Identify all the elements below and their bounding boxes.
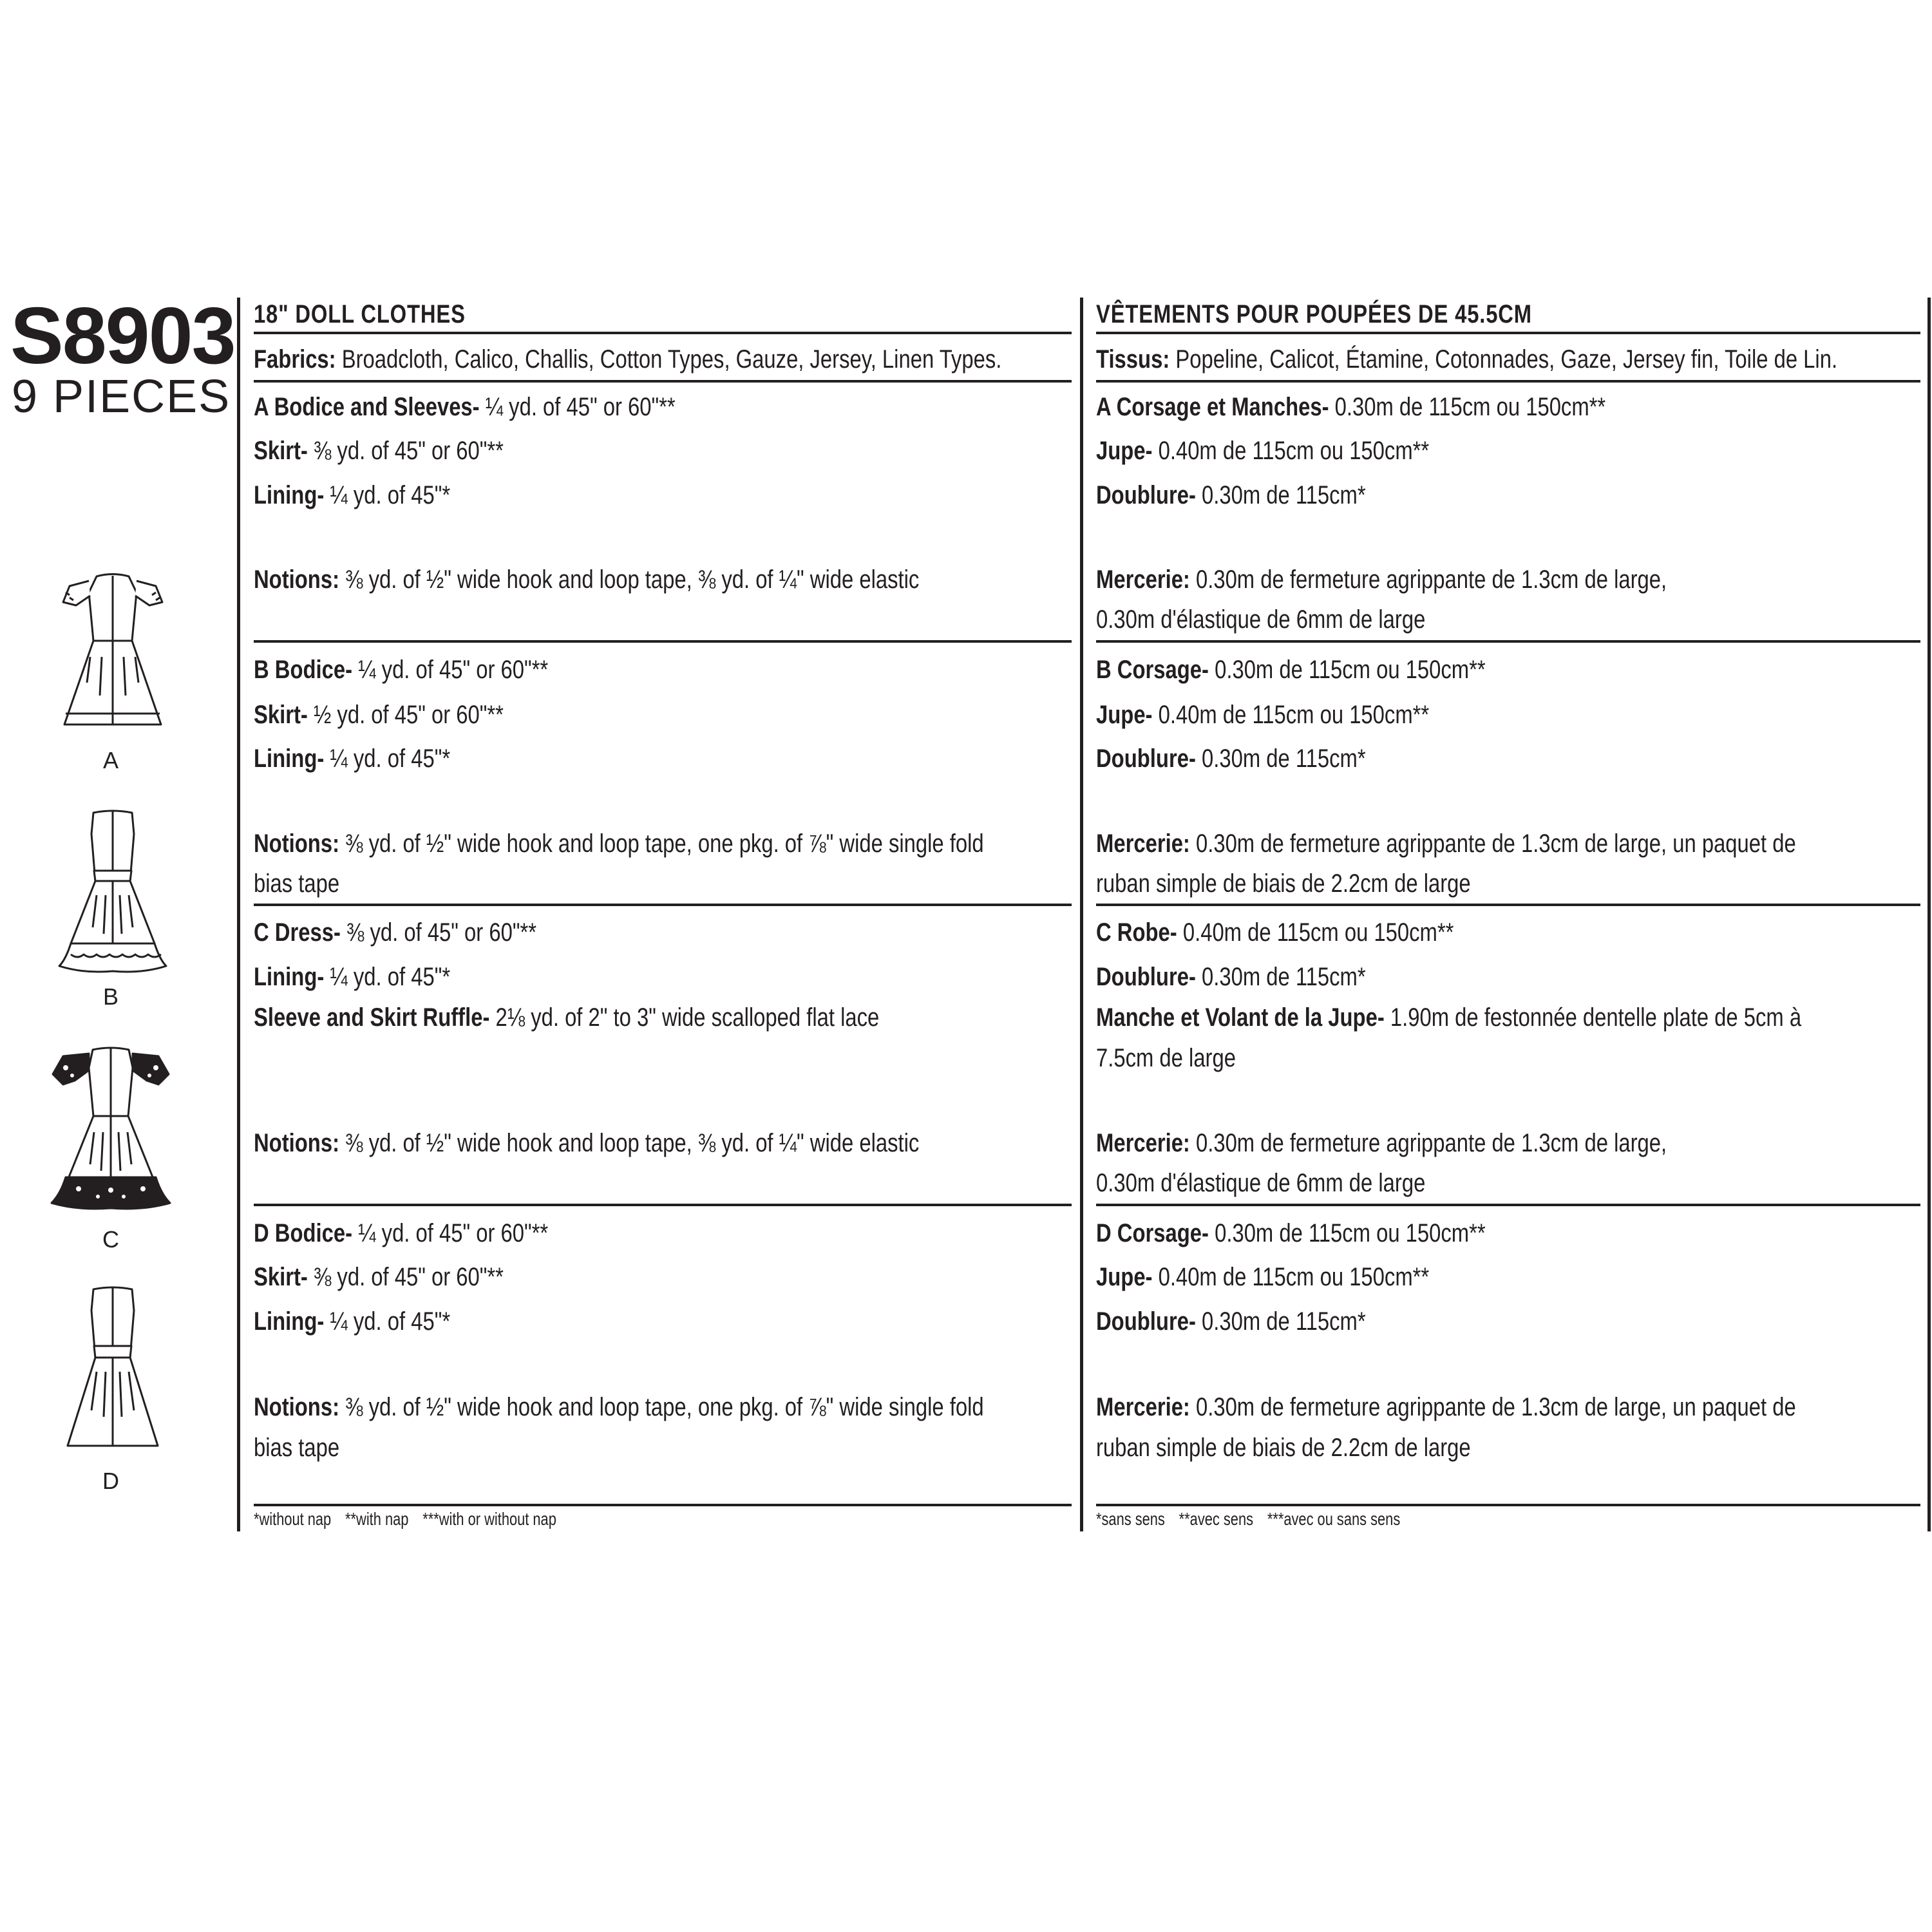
en-fabrics <box>254 346 1001 372</box>
fr-a-bodice-label: A Corsage et Manches- <box>1096 393 1329 421</box>
fr-d-skirt-value: 0.40m de 115cm ou 150cm** <box>1152 1263 1430 1291</box>
en-b-bodice-label: B Bodice- <box>254 656 353 684</box>
fr-c-ruffle-label: Manche et Volant de la Jupe- <box>1096 1003 1385 1032</box>
view-d-label: D <box>102 1468 119 1494</box>
en-footnote-3: ***with or without nap <box>422 1509 556 1529</box>
fr-b-notions-cont: ruban simple de biais de 2.2cm de large <box>1096 869 1471 898</box>
en-b-notions-cont: bias tape <box>254 869 340 898</box>
fr-b-lining <box>1096 746 1366 772</box>
pattern-number: S8903 <box>10 292 235 381</box>
en-footnote-2: **with nap <box>345 1509 409 1529</box>
fr-b-notions-value: 0.30m de fermeture agrippante de 1.3cm de large, un paquet de <box>1189 829 1796 858</box>
fr-footnotes <box>1096 1510 1414 1528</box>
fr-c-ruffle <box>1096 1005 1801 1030</box>
fr-d-skirt <box>1096 1264 1429 1290</box>
view-b-illustration <box>52 805 174 979</box>
fr-fabrics-value: Popeline, Calicot, Étamine, Cotonnades, Gaze, Jersey fin, Toile de Lin. <box>1170 345 1838 374</box>
fr-title: VÊTEMENTS POUR POUPÉES DE 45.5CM <box>1096 300 1532 328</box>
fr-c-notions-value: 0.30m de fermeture agrippante de 1.3cm de large, <box>1189 1129 1667 1157</box>
right-vertical-rule <box>1927 298 1931 1531</box>
fr-a-notions-cont: 0.30m d'élastique de 6mm de large <box>1096 605 1426 634</box>
fr-b-notions <box>1096 831 1796 857</box>
en-d-lining-value: ¼ yd. of 45"* <box>324 1307 451 1336</box>
en-c-notions-value: ⅜ yd. of ½" wide hook and loop tape, ⅜ yd. of ¼" wide elastic <box>339 1129 920 1157</box>
fr-a-skirt <box>1096 438 1429 464</box>
fr-c-notions <box>1096 1130 1667 1156</box>
en-c-lining-label: Lining- <box>254 963 325 991</box>
en-d-notions-value: ⅜ yd. of ½" wide hook and loop tape, one pkg. of ⅞" wide single fold <box>339 1393 984 1421</box>
fr-d-notions <box>1096 1394 1796 1420</box>
fr-a-skirt-value: 0.40m de 115cm ou 150cm** <box>1152 437 1430 465</box>
en-b-lining-value: ¼ yd. of 45"* <box>324 744 451 773</box>
fr-b-bodice <box>1096 657 1486 683</box>
fr-d-notions-cont: ruban simple de biais de 2.2cm de large <box>1096 1434 1471 1462</box>
fr-a-skirt-label: Jupe- <box>1096 437 1153 465</box>
fr-fabrics <box>1096 346 1837 372</box>
en-footnotes <box>254 1510 571 1528</box>
en-b-bodice-value: ¼ yd. of 45" or 60"** <box>352 656 549 684</box>
en-d-skirt <box>254 1264 504 1290</box>
en-a-lining-label: Lining- <box>254 481 325 509</box>
fr-d-notions-value: 0.30m de fermeture agrippante de 1.3cm de large, un paquet de <box>1189 1393 1796 1421</box>
en-d-skirt-value: ⅜ yd. of 45" or 60"** <box>307 1263 504 1291</box>
view-b-label: B <box>102 983 118 1010</box>
fr-title-rule <box>1096 332 1920 334</box>
fr-view-b-rule <box>1096 904 1920 906</box>
en-d-bodice <box>254 1220 548 1246</box>
en-footnote-1: *without nap <box>254 1509 332 1529</box>
en-b-lining <box>254 746 450 772</box>
fr-view-d-rule <box>1096 1504 1920 1506</box>
en-c-dress-label: C Dress- <box>254 918 341 947</box>
fr-a-bodice <box>1096 394 1605 420</box>
fr-d-lining <box>1096 1309 1366 1334</box>
fr-b-bodice-label: B Corsage- <box>1096 656 1209 684</box>
en-fabrics-rule <box>254 380 1072 383</box>
en-d-lining <box>254 1309 450 1334</box>
middle-vertical-rule <box>1080 298 1083 1531</box>
en-fabrics-value: Broadcloth, Calico, Challis, Cotton Types, Gauze, Jersey, Linen Types. <box>336 345 1002 374</box>
en-b-notions-label: Notions: <box>254 829 339 858</box>
fr-b-lining-label: Doublure- <box>1096 744 1196 773</box>
fr-d-bodice-label: D Corsage- <box>1096 1219 1209 1247</box>
fr-c-dress <box>1096 920 1454 945</box>
fr-c-dress-label: C Robe- <box>1096 918 1177 947</box>
fr-fabrics-label: Tissus: <box>1096 345 1170 374</box>
fr-b-lining-value: 0.30m de 115cm* <box>1195 744 1366 773</box>
fr-d-notions-label: Mercerie: <box>1096 1393 1190 1421</box>
en-c-lining <box>254 964 450 990</box>
en-d-lining-label: Lining- <box>254 1307 325 1336</box>
fr-a-lining-label: Doublure- <box>1096 481 1196 509</box>
fr-b-bodice-value: 0.30m de 115cm ou 150cm** <box>1208 656 1486 684</box>
en-b-bodice <box>254 657 548 683</box>
view-c-label: C <box>102 1226 119 1253</box>
fr-a-lining-value: 0.30m de 115cm* <box>1195 481 1366 509</box>
en-c-ruffle-label: Sleeve and Skirt Ruffle- <box>254 1003 490 1032</box>
dress-d-back-icon <box>52 1282 174 1455</box>
fr-a-notions-value: 0.30m de fermeture agrippante de 1.3cm de large, <box>1189 565 1667 594</box>
fr-d-lining-label: Doublure- <box>1096 1307 1196 1336</box>
en-view-d-rule <box>254 1504 1072 1506</box>
fr-fabrics-rule <box>1096 380 1920 383</box>
en-d-notions-label: Notions: <box>254 1393 339 1421</box>
fr-d-bodice-value: 0.30m de 115cm ou 150cm** <box>1208 1219 1486 1247</box>
en-b-skirt <box>254 702 504 728</box>
fr-view-a-rule <box>1096 640 1920 643</box>
en-a-bodice-value: ¼ yd. of 45" or 60"** <box>479 393 676 421</box>
en-d-notions <box>254 1394 984 1420</box>
en-title: 18" DOLL CLOTHES <box>254 300 466 328</box>
fr-c-lining-label: Doublure- <box>1096 963 1196 991</box>
fr-c-lining-value: 0.30m de 115cm* <box>1195 963 1366 991</box>
fr-c-notions-label: Mercerie: <box>1096 1129 1190 1157</box>
fr-a-notions <box>1096 567 1667 592</box>
en-c-lining-value: ¼ yd. of 45"* <box>324 963 451 991</box>
en-a-lining-value: ¼ yd. of 45"* <box>324 481 451 509</box>
fr-c-dress-value: 0.40m de 115cm ou 150cm** <box>1177 918 1454 947</box>
view-a-illustration <box>52 567 174 741</box>
en-b-skirt-label: Skirt- <box>254 701 308 729</box>
en-a-notions <box>254 567 919 592</box>
fr-c-notions-cont: 0.30m d'élastique de 6mm de large <box>1096 1169 1426 1197</box>
en-d-notions-cont: bias tape <box>254 1434 340 1462</box>
dress-c-back-icon <box>46 1042 175 1216</box>
fr-d-lining-value: 0.30m de 115cm* <box>1195 1307 1366 1336</box>
en-view-b-rule <box>254 904 1072 906</box>
fr-c-lining <box>1096 964 1366 990</box>
en-a-bodice <box>254 394 676 420</box>
fr-a-notions-label: Mercerie: <box>1096 565 1190 594</box>
fr-c-ruffle-cont: 7.5cm de large <box>1096 1044 1236 1072</box>
en-c-notions-label: Notions: <box>254 1129 339 1157</box>
en-view-c-rule <box>254 1204 1072 1206</box>
fr-d-skirt-label: Jupe- <box>1096 1263 1153 1291</box>
fr-b-skirt-value: 0.40m de 115cm ou 150cm** <box>1152 701 1430 729</box>
en-c-ruffle <box>254 1005 879 1030</box>
en-b-notions <box>254 831 984 857</box>
fr-b-notions-label: Mercerie: <box>1096 829 1190 858</box>
en-a-notions-value: ⅜ yd. of ½" wide hook and loop tape, ⅜ yd. of ¼" wide elastic <box>339 565 920 594</box>
fr-footnote-3: ***avec ou sans sens <box>1267 1509 1401 1529</box>
piece-count: 9 PIECES <box>12 371 231 422</box>
en-c-ruffle-value: 2⅛ yd. of 2" to 3" wide scalloped flat lace <box>489 1003 880 1032</box>
view-a-label: A <box>102 747 118 773</box>
en-d-skirt-label: Skirt- <box>254 1263 308 1291</box>
en-view-a-rule <box>254 640 1072 643</box>
en-a-skirt <box>254 438 504 464</box>
view-d-illustration <box>52 1282 174 1455</box>
fr-c-ruffle-value: 1.90m de festonnée dentelle plate de 5cm à <box>1384 1003 1802 1032</box>
fr-d-bodice <box>1096 1220 1486 1246</box>
fr-footnote-2: **avec sens <box>1179 1509 1254 1529</box>
en-a-skirt-label: Skirt- <box>254 437 308 465</box>
en-b-skirt-value: ½ yd. of 45" or 60"** <box>307 701 504 729</box>
en-c-dress <box>254 920 536 945</box>
fr-view-c-rule <box>1096 1204 1920 1206</box>
en-fabrics-label: Fabrics: <box>254 345 336 374</box>
fr-b-skirt-label: Jupe- <box>1096 701 1153 729</box>
en-a-skirt-value: ⅜ yd. of 45" or 60"** <box>307 437 504 465</box>
fr-footnote-1: *sans sens <box>1096 1509 1165 1529</box>
fr-a-lining <box>1096 482 1366 508</box>
fr-b-skirt <box>1096 702 1429 728</box>
en-b-notions-value: ⅜ yd. of ½" wide hook and loop tape, one pkg. of ⅞" wide single fold <box>339 829 984 858</box>
left-vertical-rule <box>237 298 240 1531</box>
en-d-bodice-value: ¼ yd. of 45" or 60"** <box>352 1219 549 1247</box>
en-c-dress-value: ⅜ yd. of 45" or 60"** <box>340 918 536 947</box>
en-c-notions <box>254 1130 919 1156</box>
view-c-illustration <box>46 1042 175 1216</box>
en-b-lining-label: Lining- <box>254 744 325 773</box>
dress-a-back-icon <box>52 567 174 741</box>
en-d-bodice-label: D Bodice- <box>254 1219 353 1247</box>
en-a-notions-label: Notions: <box>254 565 339 594</box>
en-title-rule <box>254 332 1072 334</box>
en-a-bodice-label: A Bodice and Sleeves- <box>254 393 480 421</box>
en-a-lining <box>254 482 450 508</box>
fr-a-bodice-value: 0.30m de 115cm ou 150cm** <box>1329 393 1606 421</box>
dress-b-back-icon <box>52 805 174 979</box>
